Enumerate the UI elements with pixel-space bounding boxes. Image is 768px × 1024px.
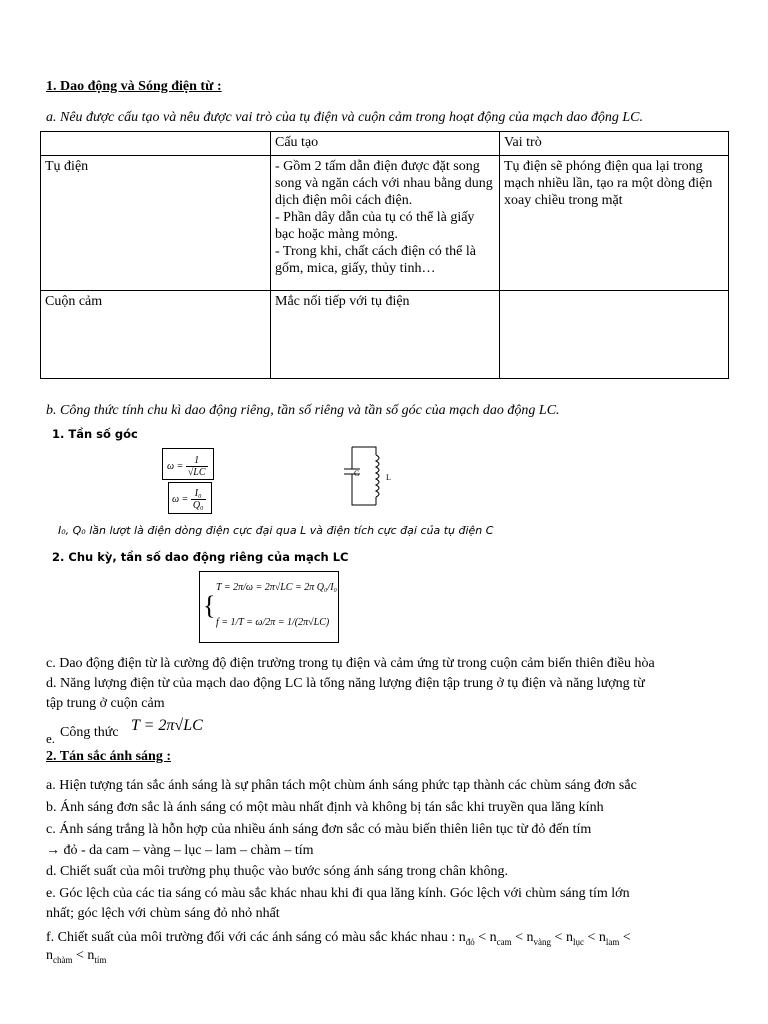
row-name-cell: Tụ điện <box>41 156 271 291</box>
item-d-text-line2: tập trung ở cuộn cảm <box>46 696 165 711</box>
item-c-text: c. Dao động điện từ là cường độ điện trường trong tụ điện và cảm ứng từ trong cuộn cảm biến thiên điều hòa <box>46 656 655 671</box>
structure-line: - Gồm 2 tấm dẫn điện được đặt song song và ngăn cách với nhau bằng dung dịch điện môi cách điện. <box>275 159 493 208</box>
section-2-line: → đỏ - da cam – vàng – lục – lam – chàm – tím <box>46 843 314 858</box>
item-b-text: b. Công thức tính chu kì dao động riêng, tần số riêng và tần số góc của mạch dao động LC. <box>46 403 560 418</box>
table-row <box>41 291 729 379</box>
refractive-index-sequence <box>459 930 631 945</box>
table-row <box>41 156 729 291</box>
section-2-line: a. Hiện tượng tán sắc ánh sáng là sự phân tách một chùm ánh sáng phức tạp thành các chùm sáng đơn sắc <box>46 778 637 793</box>
refractive-index-sequence-cont <box>46 948 106 963</box>
lc-circuit-diagram <box>330 441 410 513</box>
section-1-title: 1. Dao động và Sóng điện từ : <box>46 79 222 94</box>
less-than-sign: < <box>72 948 88 963</box>
section-2-line: b. Ánh sáng đơn sắc là ánh sáng có một màu nhất định và không bị tán sắc khi truyền qua lăng kính <box>46 800 604 815</box>
item-e-prefix: e. <box>46 731 56 746</box>
table-header-cell: Cấu tạo <box>271 132 500 156</box>
fraction <box>191 488 206 511</box>
structure-cell <box>271 156 500 291</box>
inductor-label: L <box>386 473 391 482</box>
section-2-line: d. Chiết suất của môi trường phụ thuộc vào bước sóng ánh sáng trong chân không. <box>46 864 508 879</box>
refractive-index-term: $n_{lục}$ <box>565 930 584 947</box>
role-cell <box>500 291 729 379</box>
less-than-sign: < <box>619 930 631 945</box>
structure-line: - Phần dây dẫn của tụ có thể là giấy bạc hoặc màng mỏng. <box>275 210 475 242</box>
omega-formula-box <box>162 448 214 480</box>
less-than-sign: < <box>474 930 490 945</box>
table-header-cell <box>41 132 271 156</box>
structure-line: - Trong khi, chất cách điện có thể là gốm, mica, giấy, thủy tinh… <box>275 244 477 276</box>
less-than-sign: < <box>583 930 599 945</box>
refractive-index-term: $n_{vàng}$ <box>526 930 552 947</box>
variables-note: I₀, Q₀ lần lượt là điện dòng điện cực đại qua L và điện tích cực đại của tụ điện C <box>58 524 494 537</box>
refractive-index-term: $n_{đỏ}$ <box>458 930 475 947</box>
item-f-line2 <box>46 948 106 965</box>
fraction-denominator: Q₀ <box>192 500 204 511</box>
subsection-1-title: 1. Tần số góc <box>52 427 138 441</box>
period-formula: T = 2π/ω = 2π√LC = 2π Q₀/I₀ <box>216 582 337 593</box>
fraction-denominator: √LC <box>187 467 206 478</box>
role-cell: Tụ điện sẽ phóng điện qua lại trong mạch nhiều lần, tạo ra một dòng điện xoay chiều trong mặt <box>500 156 729 291</box>
capacitor-label: C <box>354 469 360 478</box>
item-a-text: a. Nêu được cấu tạo và nêu được vai trò của tụ điện và cuộn cảm trong hoạt động của mạch dao động LC. <box>46 110 643 125</box>
structure-line: Mắc nối tiếp với tụ điện <box>275 294 410 309</box>
fraction <box>186 455 208 478</box>
structure-cell <box>271 291 500 379</box>
section-2-line: nhất; góc lệch với chùm sáng đỏ nhỏ nhất <box>46 906 280 921</box>
item-e-formula: T = 2π√LC <box>131 717 203 734</box>
item-f-text: f. Chiết suất của môi trường đối với các ánh sáng có màu sắc khác nhau : <box>46 930 456 945</box>
section-2-line: e. Góc lệch của các tia sáng có màu sắc khác nhau khi đi qua lăng kính. Góc lệch với chùm sáng tím lớn <box>46 886 630 901</box>
refractive-index-term: $n_{lam}$ <box>598 930 620 947</box>
system-brace: { <box>203 591 216 620</box>
item-f-line1 <box>46 930 631 947</box>
section-2-title: 2. Tán sắc ánh sáng : <box>46 749 172 764</box>
item-d-text-line1: d. Năng lượng điện từ của mạch dao động LC là tổng năng lượng điện tập trung ở tụ điện và năng lượng từ <box>46 676 645 691</box>
less-than-sign: < <box>551 930 566 945</box>
table-header-cell: Vai trò <box>500 132 729 156</box>
subsection-2-title: 2. Chu kỳ, tần số dao động riêng của mạch LC <box>52 550 349 564</box>
formula-lhs: ω = <box>167 460 184 472</box>
less-than-sign: < <box>511 930 527 945</box>
row-name-cell: Cuộn cảm <box>41 291 271 379</box>
refractive-index-term: $n_{cam}$ <box>489 930 512 947</box>
omega-ratio-formula-box <box>168 482 212 514</box>
refractive-index-term: $n_{chàm}$ <box>46 948 73 965</box>
frequency-formula: f = 1/T = ω/2π = 1/(2π√LC) <box>216 617 330 628</box>
formula-lhs: ω = <box>172 493 189 505</box>
table-header-row <box>41 132 729 156</box>
refractive-index-term: $n_{tím}$ <box>87 948 107 965</box>
components-table <box>40 131 729 379</box>
section-2-line: c. Ánh sáng trắng là hỗn hợp của nhiều ánh sáng đơn sắc có màu biến thiên liên tục từ đỏ đến tím <box>46 822 592 837</box>
fraction-numerator: 1 <box>186 455 208 467</box>
item-e-label: Công thức <box>60 725 119 740</box>
fraction-numerator: I₀ <box>191 488 206 500</box>
period-frequency-formula-box <box>199 571 339 643</box>
